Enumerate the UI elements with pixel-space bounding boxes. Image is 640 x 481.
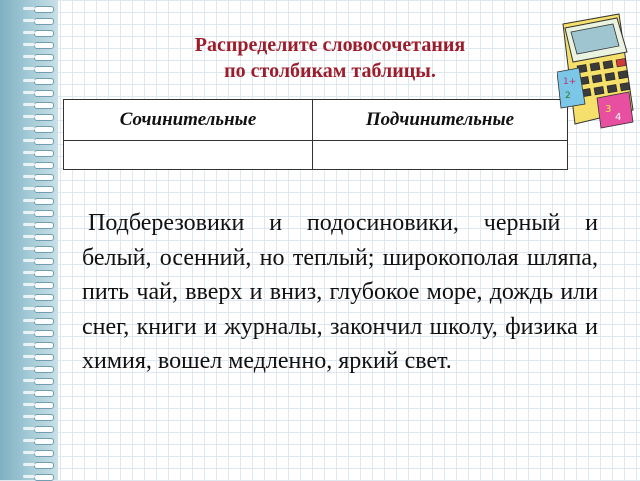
binding-ring (34, 306, 54, 313)
binding-ring (34, 174, 54, 181)
binding-ring (34, 330, 54, 337)
binding-ring (34, 234, 54, 241)
slide-title-line2: по столбикам таблицы. (224, 60, 436, 82)
binding-ring (34, 150, 54, 157)
table-cell-subordinating[interactable] (313, 141, 568, 170)
binding-ring (34, 342, 54, 349)
binding-ring (34, 30, 54, 37)
svg-text:1+: 1+ (563, 77, 577, 87)
binding-ring (34, 390, 54, 397)
binding-ring (34, 114, 54, 121)
svg-text:4: 4 (615, 112, 622, 123)
table-row (64, 141, 568, 170)
table-cell-coordinating[interactable] (64, 141, 313, 170)
binding-ring (34, 162, 54, 169)
binding-ring (34, 102, 54, 109)
binding-ring (34, 366, 54, 373)
binding-ring (34, 402, 54, 409)
binding-ring (34, 294, 54, 301)
binding-ring (34, 414, 54, 421)
binding-ring (34, 426, 54, 433)
svg-text:3: 3 (605, 104, 612, 115)
binding-ring (34, 186, 54, 193)
binding-ring (34, 18, 54, 25)
binding-ring (34, 438, 54, 445)
binding-ring (34, 6, 54, 13)
phrases-text: Подберезовики и подосиновики, черный и белый, осенний, но теплый; широкополая шляпа, пить чай, вверх и вниз, глубокое море, дождь или снег, книги и журналы, закончил школу, физика и химия, вошел медленно, яркий свет. (82, 210, 598, 374)
binding-ring (34, 78, 54, 85)
binding-ring (34, 54, 54, 61)
binding-ring (34, 210, 54, 217)
binding-ring (34, 222, 54, 229)
binding-ring (34, 270, 54, 277)
slide-title-line1: Распределите словосочетания (194, 34, 466, 56)
binding-ring (34, 90, 54, 97)
binding-ring (34, 450, 54, 457)
binding-ring (34, 138, 54, 145)
binding-ring (34, 198, 54, 205)
binding-ring (34, 378, 54, 385)
binding-ring (34, 246, 54, 253)
binding-ring (34, 354, 54, 361)
binding-ring (34, 462, 54, 469)
svg-text:2: 2 (565, 91, 571, 101)
column-subordinating: Подчинительные (313, 100, 568, 141)
binding-ring (34, 318, 54, 325)
binding-ring (34, 126, 54, 133)
binding-ring (34, 66, 54, 73)
binding-ring (34, 258, 54, 265)
table-header-row (64, 100, 568, 141)
binding-ring (34, 42, 54, 49)
binding-ring (34, 282, 54, 289)
classification-table (63, 99, 568, 170)
calculator-icon (557, 12, 637, 132)
column-coordinating: Сочинительные (64, 100, 313, 141)
